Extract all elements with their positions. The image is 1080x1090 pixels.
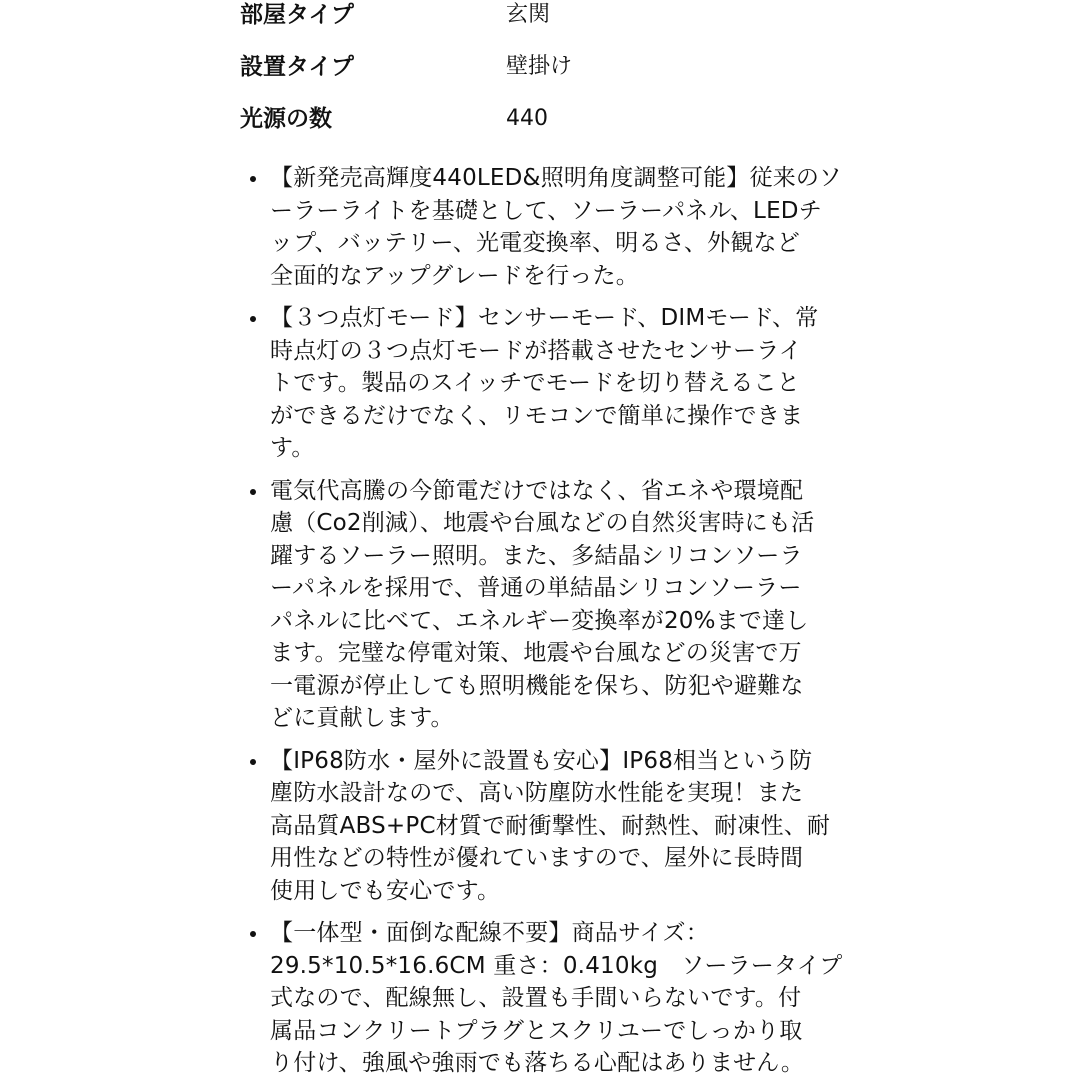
text-line: 高品質ABS+PC材質で耐衝撃性、耐熱性、耐凍性、耐 [270,812,831,839]
spec-row-light-count [240,104,840,156]
text-line: 慮（Co2削減）、地震や台風などの自然災害時にも活 [270,510,815,536]
text-line: 用性などの特性が優れていますので、屋外に長時間 [270,845,804,871]
text-line: 【IP68防水・屋外に設置も安心】IP68相当という防 [270,747,813,774]
text-line: 電気代高騰の今節電だけではなく、省エネや環境配 [270,477,804,504]
text-line: 属品コンクリートプラグとスクリユーでしっかり取 [270,1017,803,1044]
feature-bullet-item [244,917,844,1080]
feature-bullet-text [270,302,844,465]
spec-value: 440 [506,106,548,131]
text-line: ーラーライトを基礎として、ソーラーパネル、LEDチ [270,197,822,224]
bullet-dot-icon [250,176,256,182]
feature-bullet-item [244,475,844,735]
feature-bullet-text [270,745,844,908]
text-line: 【一体型・面倒な配線不要】商品サイズ： [270,920,709,946]
spec-value: 玄関 [506,2,551,27]
spec-row-install-type [240,52,840,104]
text-line: り付け、強風や強雨でも落ちる心配はありません。 [270,1050,805,1076]
text-line: ます。完璧な停電対策、地震や台風などの災害で万 [270,640,802,666]
text-line: どに貢献します。 [270,705,454,731]
text-line: 【新発売高輝度440LED&照明角度調整可能】従来のソ [270,165,842,191]
spec-table [240,0,840,156]
bullet-dot-icon [250,931,256,937]
text-line: ーパネルを採用で、普通の単結晶シリコンソーラー [270,575,802,601]
spec-row-room-type [240,0,840,52]
text-line: 29.5*10.5*16.6CM 重さ：0.410kg ソーラータイプ [270,952,843,979]
text-line: 一電源が停止しても照明機能を保ち、防犯や避難な [270,672,804,699]
bullet-dot-icon [250,489,256,495]
feature-bullet-item [244,302,844,465]
spec-label: 設置タイプ [240,54,354,80]
text-line: 【３つ点灯モード】センサーモード、DIMモード、常 [270,305,819,331]
spec-label: 光源の数 [240,106,332,132]
text-line: ップ、バッテリー、光電変換率、明るさ、外観など [270,230,800,256]
text-line: 使用しでも安心です。 [270,877,501,904]
feature-bullet-list [244,162,844,1090]
bullet-dot-icon [250,759,256,765]
spec-label: 部屋タイプ [240,2,354,28]
spec-value: 壁掛け [506,54,573,79]
text-line: 全面的なアップグレードを行った。 [270,262,639,289]
feature-bullet-text [270,162,844,292]
feature-bullet-text [270,917,844,1080]
text-line: ができるだけでなく、リモコンで簡単に操作できま [270,402,804,429]
text-line: 塵防水設計なので、高い防塵防水性能を実現！また [270,780,804,806]
feature-bullet-text [270,475,844,735]
text-line: トです。製品のスイッチでモードを切り替えること [270,370,800,396]
text-line: 時点灯の３つ点灯モードが搭載させたセンサーライ [270,337,802,364]
text-line: 式なので、配線無し、設置も手間いらないです。付 [270,985,802,1011]
feature-bullet-item [244,162,844,292]
text-line: 躍するソーラー照明。また、多結晶シリコンソーラ [270,542,803,569]
feature-bullet-item [244,745,844,908]
text-line: パネルに比べて、エネルギー変換率が20%まで達し [270,607,809,634]
bullet-dot-icon [250,316,256,322]
text-line: す。 [270,435,315,461]
